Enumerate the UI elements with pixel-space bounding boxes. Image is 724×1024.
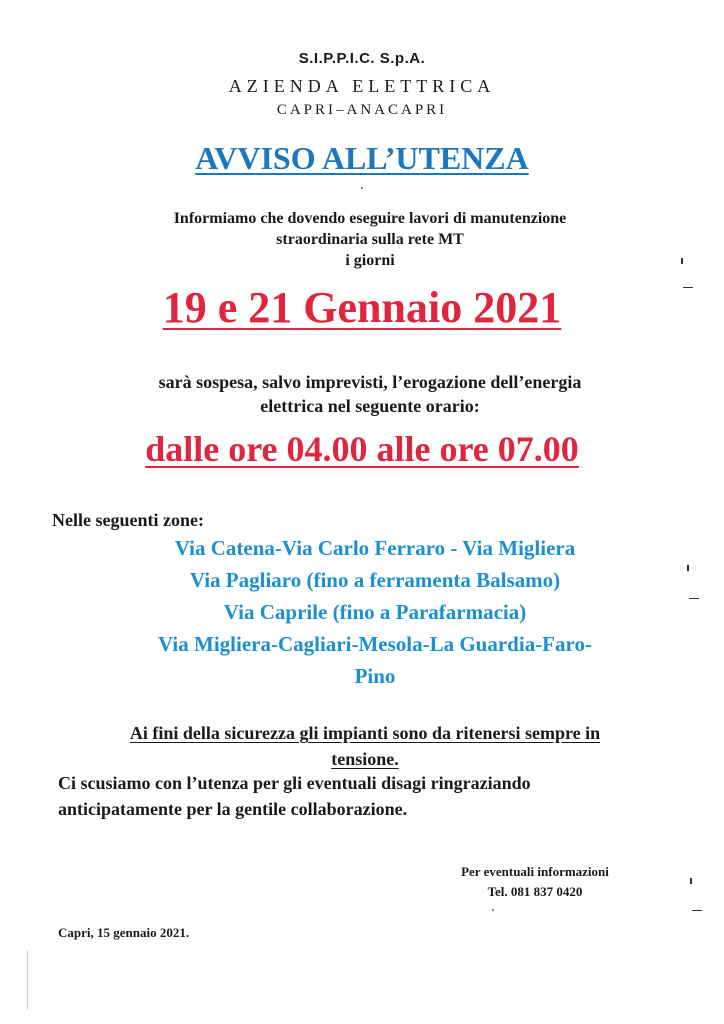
place-and-date: Capri, 15 gennaio 2021. <box>58 925 190 940</box>
contact-phone: Tel. 081 837 0420 <box>487 884 583 899</box>
safety-line-1: Ai fini della sicurezza gli impianti sono da ritenersi sempre in <box>129 723 601 743</box>
scan-speck <box>361 187 363 189</box>
scan-speck <box>683 287 693 288</box>
intro-paragraph <box>90 208 650 271</box>
zone-item: Via Migliera-Cagliari-Mesola-La Guardia-Faro- <box>158 632 592 656</box>
intro-line-2: straordinaria sulla rete MT <box>276 231 464 248</box>
suspension-line-2: elettrica nel seguente orario: <box>260 396 480 416</box>
contact-block <box>430 862 640 902</box>
zone-item: Via Pagliaro (fino a ferramenta Balsamo) <box>189 568 561 592</box>
scan-speck <box>492 909 494 911</box>
company-name: S.I.P.P.I.C. S.p.A. <box>298 50 426 67</box>
zones-list <box>70 532 680 692</box>
apology-paragraph <box>58 770 688 822</box>
notice-title: AVVISO ALL’UTENZA <box>195 140 529 176</box>
company-subtitle: AZIENDA ELETTRICA <box>228 76 496 96</box>
safety-line-2: tensione. <box>331 749 399 769</box>
zone-item: Via Catena-Via Carlo Ferraro - Via Migliera <box>174 536 576 560</box>
zones-label: Nelle seguenti zone: <box>52 510 204 530</box>
apology-line-1: Ci scusiamo con l’utenza per gli eventuali disagi ringraziando <box>58 773 531 793</box>
scan-edge-line <box>27 950 28 1010</box>
outage-hours: dalle ore 04.00 alle ore 07.00 <box>145 429 579 469</box>
scan-speck <box>692 910 702 911</box>
apology-line-2: anticipatamente per la gentile collaborazione. <box>58 799 408 819</box>
outage-dates: 19 e 21 Gennaio 2021 <box>162 283 562 332</box>
scan-speck <box>687 565 689 571</box>
suspension-paragraph <box>90 370 650 418</box>
safety-notice <box>60 720 670 772</box>
contact-label: Per eventuali informazioni <box>461 864 609 879</box>
scan-speck <box>690 878 692 884</box>
suspension-line-1: sarà sospesa, salvo imprevisti, l’erogazione dell’energia <box>158 372 582 392</box>
intro-line-1: Informiamo che dovendo eseguire lavori di manutenzione <box>173 210 567 227</box>
zone-item: Pino <box>354 664 396 688</box>
scan-speck <box>689 598 699 599</box>
zone-item: Via Caprile (fino a Parafarmacia) <box>223 600 527 624</box>
scan-speck <box>681 258 683 264</box>
company-location: CAPRI–ANACAPRI <box>276 102 448 118</box>
intro-line-3: i giorni <box>345 252 395 269</box>
